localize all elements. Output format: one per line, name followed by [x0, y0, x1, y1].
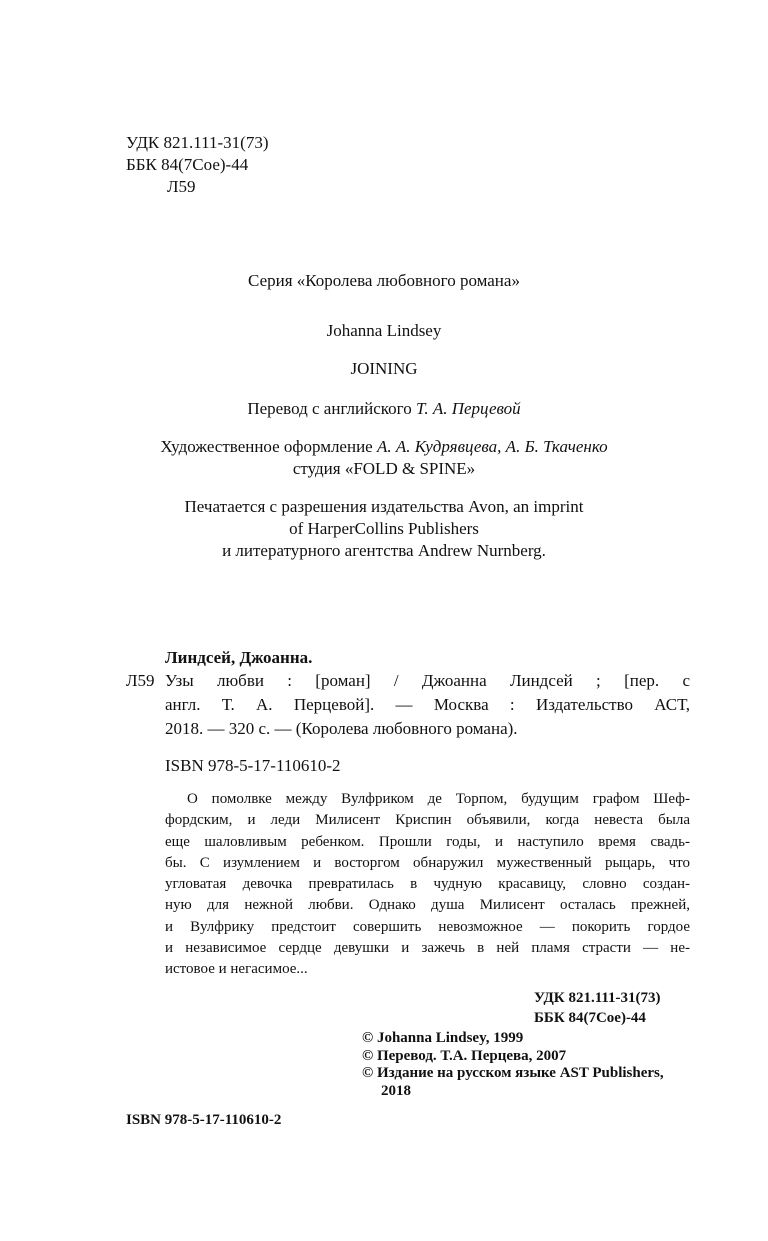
catalog-description-line: Узы любви : [роман] / Джоанна Линдсей ; [пер. с: [165, 671, 690, 690]
translation-prefix: Перевод с английского: [247, 399, 412, 418]
annotation-line: О помолвке между Вулфриком де Торпом, будущим графом Шеф-: [187, 791, 690, 807]
bbk-code: ББК 84(7Сое)-44: [126, 155, 249, 174]
catalog-isbn: ISBN 978-5-17-110610-2: [165, 756, 341, 775]
classification-block-bottom: [534, 988, 661, 1028]
copyright-line: © Johanna Lindsey, 1999: [362, 1030, 524, 1046]
original-author-text: Johanna Lindsey: [326, 321, 442, 340]
design-credits: [0, 436, 768, 480]
design-artists: А. А. Кудрявцева, А. Б. Ткаченко: [376, 437, 608, 456]
design-prefix: Художественное оформление: [160, 437, 373, 456]
annotation-line: бы. С изумлением и восторгом обнаружил мужественный рыцарь, что: [165, 854, 690, 871]
udk-code-bottom: УДК 821.111-31(73): [534, 990, 661, 1006]
annotation-line: еще шаловливым ребенком. Прошли годы, и наступило время свадь-: [165, 833, 690, 850]
copyright-line: © Перевод. Т.А. Перцева, 2007: [362, 1047, 567, 1064]
permission-line: Печатается с разрешения издательства Avon, an imprint: [184, 497, 584, 516]
permission-line: и литературного агентства Andrew Nurnberg.: [222, 541, 546, 560]
annotation-line: истовое и негасимое...: [165, 961, 308, 978]
catalog-description: [165, 669, 690, 741]
series-title: Серия «Королева любовного романа»: [248, 271, 520, 290]
annotation-line: фордским, и леди Милисент Криспин объявили, когда невеста была: [165, 812, 690, 829]
original-author: [0, 320, 768, 342]
annotation-line: и независимое сердце девушки и зажечь в ней пламя страсти — не-: [165, 940, 690, 957]
annotation: [165, 789, 690, 981]
catalog-description-line: англ. Т. А. Перцевой]. — Москва : Издательство АСТ,: [165, 695, 690, 714]
author-mark: Л59: [167, 177, 196, 196]
original-title: [0, 358, 768, 380]
series-line: [0, 270, 768, 292]
translation-line: [0, 398, 768, 420]
catalog-description-line: 2018. — 320 с. — (Королева любовного романа).: [165, 719, 518, 738]
copyright-block: [362, 1030, 664, 1100]
isbn-bottom: ISBN 978-5-17-110610-2: [126, 1112, 282, 1128]
classification-block-top: [126, 132, 268, 198]
permission-notice: [0, 496, 768, 562]
bbk-code-bottom: ББК 84(7Сое)-44: [534, 1010, 646, 1026]
original-title-text: JOINING: [350, 359, 418, 378]
permission-line: of HarperCollins Publishers: [289, 519, 479, 538]
annotation-line: ную для нежной любви. Однако душа Милисент осталась прежней,: [165, 897, 690, 914]
annotation-line: угловатая девочка превратилась в чудную красавицу, словно создан-: [165, 876, 690, 893]
catalog-code: Л59: [126, 671, 155, 690]
udk-code: УДК 821.111-31(73): [126, 133, 269, 152]
catalog-author-heading: Линдсей, Джоанна.: [165, 648, 313, 667]
annotation-line: и Вулфрику предстоит совершить невозможное — покорить гордое: [165, 918, 690, 935]
design-studio: студия «FOLD & SPINE»: [292, 459, 476, 478]
copyright-line: © Издание на русском языке AST Publishers,: [362, 1065, 664, 1081]
copyright-line: 2018: [381, 1082, 411, 1099]
translator-name: Т. А. Перцевой: [415, 399, 521, 418]
